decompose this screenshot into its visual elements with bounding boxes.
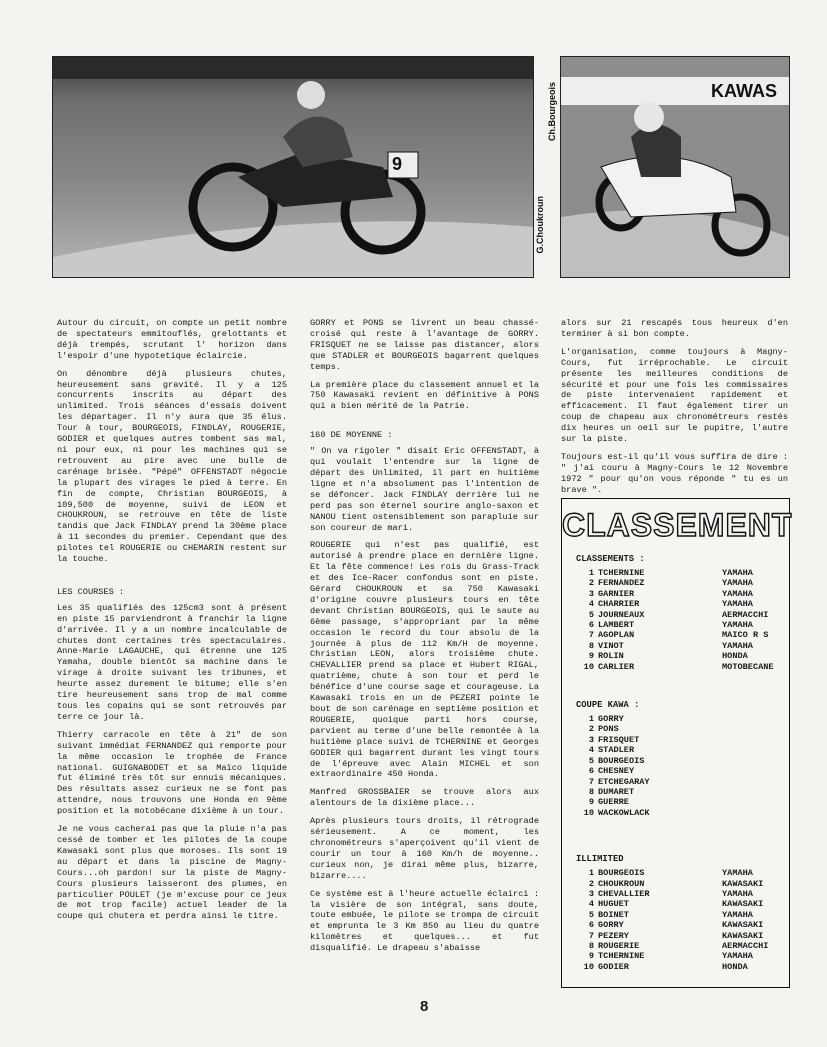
classement-row xyxy=(580,879,789,889)
classement-row xyxy=(580,651,789,661)
classement-make: HONDA xyxy=(722,651,748,662)
photo-number-plate: 9 xyxy=(392,154,403,174)
classement-rider: WACKOWLACK xyxy=(598,807,650,818)
classement-row xyxy=(580,568,789,578)
page-number: 8 xyxy=(420,998,429,1015)
classement-row xyxy=(580,951,789,961)
classement-make: YAMAHA xyxy=(722,599,753,610)
article-paragraph: Thierry carracole en tête à 21" de son suivant immédiat FERNANDEZ qui remporte pour la même occasion le trophée de France national. GUIGNABODET et sa Maïco liquide fut éliminé très tôt sur ennuis mécaniques. Des résultats assez curieux ne se font pas attendre, nous trouvons une Honda en 9ème position et la motobécane dixième à un tour. xyxy=(57,729,287,817)
article-column-2 xyxy=(310,318,539,961)
classement-rank: 9 xyxy=(588,951,594,962)
classement-rank: 7 xyxy=(588,776,594,787)
classement-rank: 1 xyxy=(588,868,594,879)
classement-rider: CARLIER xyxy=(598,661,635,672)
classement-make: KAWASAKI xyxy=(722,899,764,910)
article-paragraph: GORRY et PONS se livrent un beau chassé-croisé qui reste à l'avantage de GORRY. FRISQUET ne se laisse pas distancer, alors que STADLER et BOURGEOIS bagarrent quelques temps. xyxy=(310,318,539,372)
classement-rank: 3 xyxy=(588,734,594,745)
classement-rider: FERNANDEZ xyxy=(598,578,645,589)
classement-rank: 6 xyxy=(588,620,594,631)
classement-make: YAMAHA xyxy=(722,620,753,631)
classement-make: YAMAHA xyxy=(722,868,753,879)
article-paragraph: Ce système est à l'heure actuelle éclairci : la visière de son intégral, sans doute, toute embuée, le pilote se trompa de circuit et emprunta le 3 Km 850 au lieu du quatre kilomètres et quelques... et fut disqualifié. Le drapeau s'abaisse xyxy=(310,888,539,954)
article-paragraph: Les 35 qualifiés des 125cm3 sont à présent en piste 15 parviendront à franchir la ligne d'arrivée. Il y a un nombre incalculable de chutes dont certaines très spectaculaires. Anne-Marie LAGAUCHE, qui étrenne une 125 Yamaha, double bientôt sa machine dans le virage à droite suivant les tribunes, et heurte assez durement le bitume; elle s'en tire heureusement sans trop de mal comme tous les copains qui se sont retrouvés par terre ce jour là. xyxy=(57,602,287,722)
classement-row xyxy=(580,610,789,620)
classement-row xyxy=(580,797,789,807)
article-paragraph: " On va rigoler " disait Eric OFFENSTADT, à qui voulait l'entendre sur la ligne de départ des Unlimited, il part en huitième ligne et n'a absolument pas l'intention de se défoncer. Jack FINDLAY derrière lui ne perd pas son éternel sourire anglo-saxon et NANOU tient ostensiblement son parapluie sur son coureur de mari. xyxy=(310,446,539,533)
classement-rider: VINOT xyxy=(598,640,624,651)
classement-rank: 4 xyxy=(588,745,594,756)
classement-rider: BOINET xyxy=(598,909,629,920)
classement-section-label: COUPE KAWA : xyxy=(576,700,640,711)
classement-rider: AGOPLAN xyxy=(598,630,635,641)
classement-rank: 5 xyxy=(588,755,594,766)
classement-row xyxy=(580,962,789,972)
classement-make: YAMAHA xyxy=(722,888,753,899)
classement-rider: ROLIN xyxy=(598,651,624,662)
classement-rider: GARNIER xyxy=(598,588,635,599)
classement-make: YAMAHA xyxy=(722,640,753,651)
classement-rank: 10 xyxy=(583,807,594,818)
classement-make xyxy=(722,745,789,755)
classement-box xyxy=(561,498,793,988)
article-paragraph: Manfred GROSSBAIER se trouve alors aux alentours de la dixième place... xyxy=(310,787,539,809)
article-paragraph: On dénombre déjà plusieurs chutes, heureusement sans gravité. Il y a 125 concurrents inscrits au départ des unlimited. Trois séances d'essais doivent les départager. Il n'y aura que 35 élus. Tour à tour, BOURGEOIS, FINDLAY, ROUGERIE, GODIER et quelques autres tombent sas mal, ni pour eux, ni pour les machines qui se retrouvent au pire avec une bulle de carénage brisée. "Pépé" OFFENSTADT négocie la plupart des virages le pied à terre. En fin de compte, Christian BOURGEOIS, à 109,500 de moyenne, suivi de LEON et CHOUKROUN, se retrouve en tête de liste tandis que Jack FINDLAY prend la 30ème place à 11 secondes du premier. Cependant que des pilotes tel ROUGERIE ou CHEMARIN restent sur la touche. xyxy=(57,368,287,565)
classement-make: KAWASAKI xyxy=(722,930,764,941)
classement-rank: 5 xyxy=(588,909,594,920)
classement-make: YAMAHA xyxy=(722,588,753,599)
classement-rank: 3 xyxy=(588,588,594,599)
classement-rank: 5 xyxy=(588,609,594,620)
classement-rank: 10 xyxy=(583,961,594,972)
classement-make: KAWASAKI xyxy=(722,920,764,931)
classement-make: YAMAHA xyxy=(722,568,753,578)
classement-rider: CHOUKROUN xyxy=(598,878,645,889)
classement-rider: STADLER xyxy=(598,745,635,756)
classement-row xyxy=(580,589,789,599)
classement-rider: CHARRIER xyxy=(598,599,640,610)
classement-rank: 6 xyxy=(588,920,594,931)
classement-rank: 4 xyxy=(588,899,594,910)
classement-rank: 8 xyxy=(588,940,594,951)
classement-make: MOTOBECANE xyxy=(722,661,774,672)
article-paragraph: alors sur 21 rescapés tous heureux d'en terminer à si bon compte. xyxy=(561,318,788,339)
classement-rank: 3 xyxy=(588,888,594,899)
classement-rider: CHEVALLIER xyxy=(598,888,650,899)
classement-title: CLASSEMENT xyxy=(562,507,793,543)
classement-row xyxy=(580,787,789,797)
classement-make xyxy=(722,808,789,818)
classement-list xyxy=(580,568,789,672)
classement-list xyxy=(580,714,789,818)
classement-row xyxy=(580,920,789,930)
classement-rank: 7 xyxy=(588,630,594,641)
article-paragraph: ROUGERIE qui n'est pas qualifié, est autorisé à prendre place en dernière ligne. Et la fête commence! Les rois du Grass-Track et des Ice-Racer confondus sont en piste. Gérard CHOUKROUN et sa 750 Kawasaki d'origine couvre plusieurs tours en tête devant Christian BOURGEOIS, qui le saute au 6ème passage, s'appropriant par la même occasion le record du tour absolu de la journée à plus de 112 Km/H de moyenne. Christian LEON, alors troisième chute. CHEVALLIER prend sa place et Hubert RIGAL, quatrième, chute à son tour et perd le bénéfice d'une course sage et courageuse. La Kawasaki trois en un de PEZERI pointe le bout de son carénage en septième position et ROUGERIE, quoique parti hors course, parvient au terme d'une belle remontée à la huitième place suivi de TCHERNINE et Georges GODIER qui bagarrent durant les vingt tours de l'épreuve avec Alain MICHEL et son extraordinaire 450 Honda. xyxy=(310,540,539,780)
classement-rank: 4 xyxy=(588,599,594,610)
classement-rider: DUMARET xyxy=(598,786,635,797)
classement-rider: PEZERY xyxy=(598,930,629,941)
classement-rider: TCHERNINE xyxy=(598,951,645,962)
classement-rider: ETCHEGARAY xyxy=(598,776,650,787)
classement-rank: 8 xyxy=(588,640,594,651)
classement-make: YAMAHA xyxy=(722,578,753,589)
classement-row xyxy=(580,714,789,724)
classement-row xyxy=(580,599,789,609)
classement-make: AERMACCHI xyxy=(722,609,769,620)
classement-rider: CHESNEY xyxy=(598,766,635,777)
classement-rider: BOURGEOIS xyxy=(598,868,645,879)
classement-row xyxy=(580,735,789,745)
article-paragraph: L'organisation, comme toujours à Magny-Cours, fut irréprochable. Le circuit présente les meilleures conditions de sécurité et pour une fois les commissaires de piste intervenaient rapidement et efficacement. Il faut également tirer un coup de chapeau aux chronométreurs restés dix heures un oeil sur le pupitre, l'autre sur la piste. xyxy=(561,346,788,445)
classement-rider: GODIER xyxy=(598,961,629,972)
classement-rank: 6 xyxy=(588,766,594,777)
classement-rider: ROUGERIE xyxy=(598,940,640,951)
classement-rider: FRISQUET xyxy=(598,734,640,745)
classement-section-label: ILLIMITED xyxy=(576,854,624,865)
classement-rider: JOURNEAUX xyxy=(598,609,645,620)
classement-make: AERMACCHI xyxy=(722,940,769,951)
classement-row xyxy=(580,931,789,941)
classement-row xyxy=(580,777,789,787)
classement-row xyxy=(580,745,789,755)
classement-rank: 1 xyxy=(588,714,594,725)
photo-banner-text: KAWAS xyxy=(711,81,778,101)
classement-row xyxy=(580,756,789,766)
photo-credit-bourgeois: Ch.Bourgeois xyxy=(547,82,557,142)
classement-make: HONDA xyxy=(722,961,748,972)
classement-rider: BOURGEOIS xyxy=(598,755,645,766)
classement-row xyxy=(580,941,789,951)
section-heading: LES COURSES : xyxy=(57,586,125,597)
classement-row xyxy=(580,766,789,776)
classement-rider: PONS xyxy=(598,724,619,735)
classement-rank: 9 xyxy=(588,651,594,662)
photo-credit-choukroun: G.Choukroun xyxy=(535,196,545,254)
classement-row xyxy=(580,662,789,672)
classement-rider: GUERRE xyxy=(598,797,629,808)
classement-make xyxy=(722,777,789,787)
classement-make xyxy=(722,766,789,776)
classement-row xyxy=(580,868,789,878)
classement-rider: HUGUET xyxy=(598,899,629,910)
classement-row xyxy=(580,641,789,651)
classement-rank: 1 xyxy=(588,568,594,578)
classement-make: YAMAHA xyxy=(722,951,753,962)
photo-motorcycle-right xyxy=(560,56,790,278)
classement-section-label: CLASSEMENTS : xyxy=(576,554,645,564)
classement-rank: 2 xyxy=(588,578,594,589)
classement-make xyxy=(722,724,789,734)
classement-row xyxy=(580,724,789,734)
classement-make: KAWASAKI xyxy=(722,878,764,889)
article-column-3 xyxy=(561,318,788,509)
classement-row xyxy=(580,578,789,588)
classement-row xyxy=(580,899,789,909)
classement-make xyxy=(722,735,789,745)
classement-rank: 9 xyxy=(588,797,594,808)
classement-make xyxy=(722,797,789,807)
article-paragraph: Autour du circuit, on compte un petit nombre de spectateurs emmitouflés, grelottants et déjà trempés, scrutant l' horizon dans l'espoir d'une hypotetique éclaircie. xyxy=(57,318,287,361)
classement-row xyxy=(580,910,789,920)
classement-make xyxy=(722,714,789,724)
article-paragraph: La première place du classement annuel et la 750 Kawasaki revient en définitive à PONS qui a bien mérité de la Patrie. xyxy=(310,379,539,412)
classement-rank: 7 xyxy=(588,930,594,941)
classement-list xyxy=(580,868,789,972)
classement-row xyxy=(580,808,789,818)
article-paragraph: Je ne vous cacherai pas que la pluie n'a pas cessé de tomber et les pilotes de la coupe Kawasaki sont plus que moroses. Ils sont 19 au départ et dans la piscine de Magny-Cours...oh pardon! sur la piste de Magny-Cours plusieurs laisseront des plumes, en particulier POULET (je m'excuse pour ce jeux de mot trop facile) actuel leader de la coupe qui chutera et perdra ainsi le titre. xyxy=(57,824,287,922)
article-column-1 xyxy=(57,318,287,929)
article-paragraph: Après plusieurs tours droits, il rétrograde sérieusement. A ce moment, les chronométreurs s'aperçoivent qu'il vient de courir un tour à 160 Km/h de moyenne.. curieux non, je dirai même plus, bizarre, bizarre.... xyxy=(310,816,539,881)
classement-rank: 8 xyxy=(588,786,594,797)
classement-rider: LAMBERT xyxy=(598,620,635,631)
classement-rank: 10 xyxy=(583,661,594,672)
classement-make: YAMAHA xyxy=(722,909,753,920)
classement-make xyxy=(722,787,789,797)
classement-row xyxy=(580,620,789,630)
classement-rank: 2 xyxy=(588,878,594,889)
classement-rank: 2 xyxy=(588,724,594,735)
classement-row xyxy=(580,630,789,640)
classement-rider: GORRY xyxy=(598,920,624,931)
classement-rider: TCHERNINE xyxy=(598,568,645,578)
section-heading: 160 DE MOYENNE : xyxy=(310,430,393,441)
classement-make: MAICO R S xyxy=(722,630,769,641)
classement-row xyxy=(580,889,789,899)
classement-make xyxy=(722,756,789,766)
classement-rider: GORRY xyxy=(598,714,624,725)
article-paragraph: Toujours est-il qu'il vous suffira de dire : " j'ai couru à Magny-Cours le 12 Novembre 1972 " pour qu'on vous réponde " tu es un brave ". xyxy=(561,451,788,495)
photo-motorcycle-left xyxy=(52,56,534,278)
